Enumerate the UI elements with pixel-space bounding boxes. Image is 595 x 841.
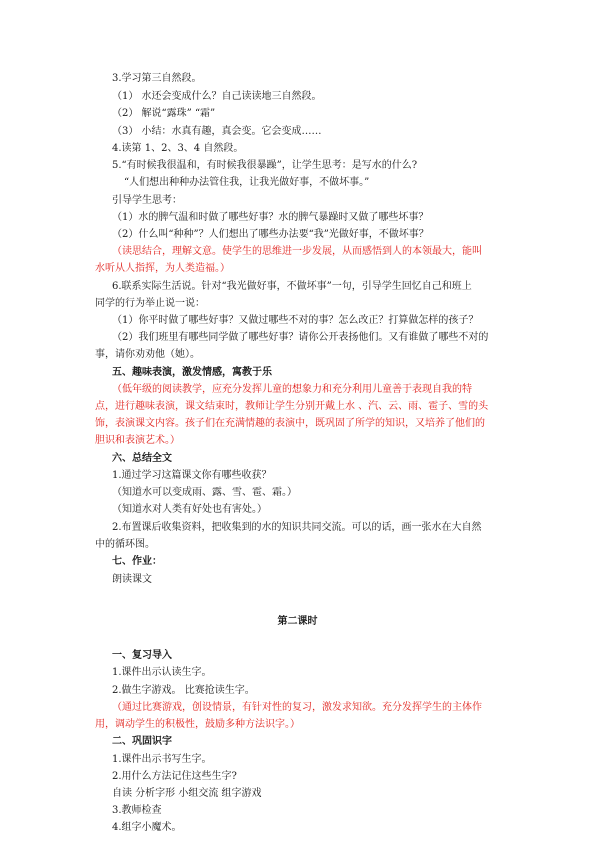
text-line: 6.联系实际生活说。针对“我光做好事，不做坏事”一句，引导学生回忆自己和班上 <box>112 281 472 292</box>
text-line: 朗读课文 <box>112 574 152 585</box>
text-line: 胆识和表演艺术。） <box>95 435 180 446</box>
text-line: （3） 小结：水真有趣，真会变。它会变成…… <box>112 126 322 137</box>
text-line: 饰，表演课文内容。孩子们在充满情趣的表演中，既巩固了所学的知识，又培养了他们的 <box>95 418 485 429</box>
text-line: 事，请你劝劝他（她）。 <box>95 349 200 360</box>
text-line: 引导学生思考： <box>112 195 182 206</box>
text-line: （1）你平时做了哪些好事？又做过哪些不对的事？怎么改正？打算做怎样的孩子？ <box>112 315 479 326</box>
text-line: 2.做生字游戏。 比赛抢读生字。 <box>112 685 255 696</box>
text-line: 第二课时 <box>277 616 318 627</box>
text-line: （2） 解说“露珠” “霜” <box>112 108 216 119</box>
text-line: 用，调动学生的积极性，鼓励多种方法识字。） <box>95 719 300 730</box>
text-line: 4.读第 1、2、3、4 自然段。 <box>112 143 244 154</box>
text-line: 七、作业： <box>112 556 162 567</box>
text-line: 点，进行趣味表演，课文结束时，教师让学生分别开戴上水 、汽、云、雨、雹子、雪的头 <box>95 401 489 412</box>
text-line: 4.组字小魔术。 <box>112 822 182 833</box>
text-line: 1.课件出示认读生字。 <box>112 667 212 678</box>
text-line: 2.用什么方法记住这些生字? <box>112 771 237 782</box>
text-line: 2.布置课后收集资料，把收集到的水的知识共同交流。可以的话，画一张水在大自然 <box>112 522 482 533</box>
text-line: 一、复习导入 <box>112 650 172 661</box>
text-line: 五、趣味表演，激发情感，寓教于乐 <box>112 367 272 378</box>
text-line: （低年级的阅读教学，应充分发挥儿童的想象力和充分利用儿童善于表现自我的特 <box>112 384 472 395</box>
text-line: （通过比赛游戏，创设情景，有针对性的复习，激发求知欲。充分发挥学生的主体作 <box>112 702 482 713</box>
text-line: 5.“有时候我很温和，有时候我很暴躁”，让学生思考：是写水的什么? <box>112 160 418 171</box>
text-line: （1） 水还会变成什么？自己读读地三自然段。 <box>112 91 322 102</box>
text-line: （读思结合，理解文意。使学生的思维进一步发展，从而感悟到人的本领最大，能叫 <box>112 246 482 257</box>
text-line: （知道水对人类有好处也有害处。） <box>112 504 267 515</box>
text-line: （知道水可以变成雨、露、雪、雹、霜。） <box>112 487 297 498</box>
text-line: 1.课件出示书写生字。 <box>112 754 212 765</box>
text-line: 3.学习第三自然段。 <box>112 73 202 84</box>
text-line: 自读 分析字形 小组交流 组字游戏 <box>112 788 262 799</box>
text-line: 1.通过学习这篇课文你有哪些收获？ <box>112 470 272 481</box>
text-line: （1）水的脾气温和时做了哪些好事？水的脾气暴躁时又做了哪些坏事？ <box>112 212 429 223</box>
text-line: 二、巩固识字 <box>112 736 172 747</box>
text-line: “人们想出种种办法管住我，让我光做好事，不做坏事。” <box>124 177 370 188</box>
text-line: 水听从人指挥，为人类造福。） <box>95 263 230 274</box>
text-line: 六、总结全文 <box>112 453 172 464</box>
text-line: 中的循环图。 <box>95 539 155 550</box>
text-line: （2）什么叫“种种”？人们想出了哪些办法要“我”光做好事，不做坏事？ <box>112 229 429 240</box>
text-line: 同学的行为举止说一说： <box>95 298 205 309</box>
text-line: （2）我们班里有哪些同学做了哪些好事？请你公开表扬他们。又有谁做了哪些不对的 <box>112 332 489 343</box>
text-line: 3.教师检查 <box>112 805 162 816</box>
